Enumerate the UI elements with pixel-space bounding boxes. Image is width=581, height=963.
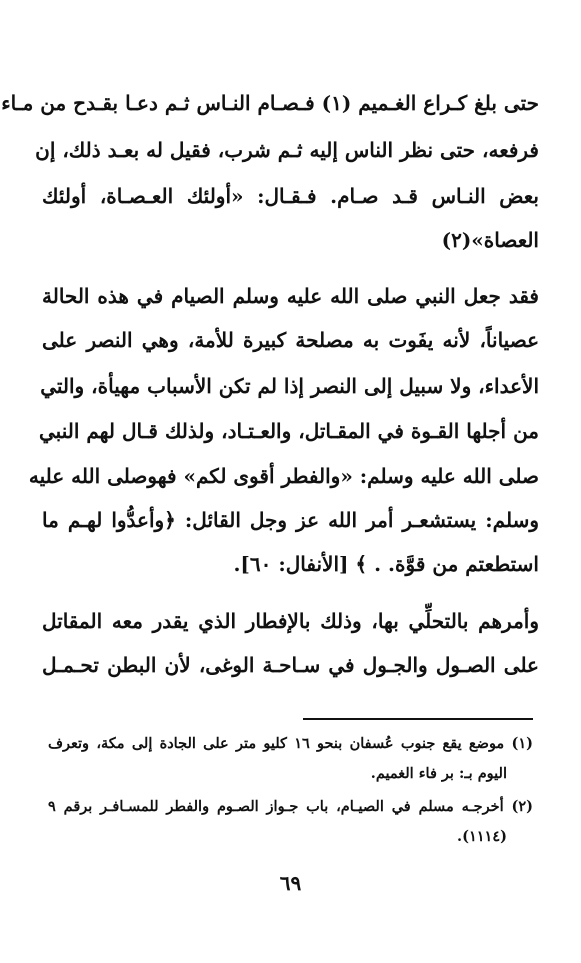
body-line: وأمرهم بالتحلِّي بها، وذلك بالإفطار الذي يقدر معه المقاتل xyxy=(42,609,539,633)
footnote-separator xyxy=(303,718,533,720)
body-line: وسلم: يستشعـر أمر الله عز وجل القائل: ﴿وأعدُّوا لهـم ما xyxy=(42,508,539,532)
footnote-line: (١) موضع يقع جنوب عُسفان بنحو ١٦ كليو متر على الجادة إلى مكة، وتعرف xyxy=(48,735,533,752)
body-line: على الصـول والجـول في سـاحـة الوغى، لأن البطن تحـمـل xyxy=(42,653,539,677)
body-line: من أجلها القـوة في المقـاتل، والعـتـاد، ولذلك قـال لهم النبي xyxy=(39,419,539,443)
body-line: الأعداء، ولا سبيل إلى النصر إذا لم تكن الأسباب مهيأة، والتي xyxy=(40,374,539,398)
body-line: بعض النـاس قـد صـام. فـقـال: «أولئك العـصـاة، أولئك xyxy=(42,184,539,208)
page-number: ٦٩ xyxy=(279,871,302,895)
body-line: العصاة»(٢) xyxy=(441,228,539,252)
body-line: صلى الله عليه وسلم: «والفطر أقوى لكم» فهوصلى الله عليه xyxy=(28,464,539,488)
body-line: فرفعه، حتى نظر الناس إليه ثـم شرب، فقيل له بعـد ذلك، إن xyxy=(35,138,539,162)
footnote-line: (٢) أخرجـه مسلم في الصيـام، باب جـواز الصـوم والفطر للمسـافـر برقم ٩ xyxy=(48,798,533,815)
body-line: حتى بلغ كـراع الغـميم (١) فـصـام النـاس ثـم دعـا بقـدح من مـاء xyxy=(1,91,539,115)
footnote-line: (١١١٤). xyxy=(457,828,507,845)
body-line: استطعتم من قوَّة. . ﴾ [الأنفال: ٦٠]. xyxy=(233,552,539,576)
footnote-line: اليوم بـ: بر فاء الغميم. xyxy=(370,765,507,782)
body-line: عصياناً، لأنه يفَوت به مصلحة كبيرة للأمة، وهي النصر على xyxy=(42,328,539,352)
body-line: فقد جعل النبي صلى الله عليه وسلم الصيام في هذه الحالة xyxy=(42,284,539,308)
